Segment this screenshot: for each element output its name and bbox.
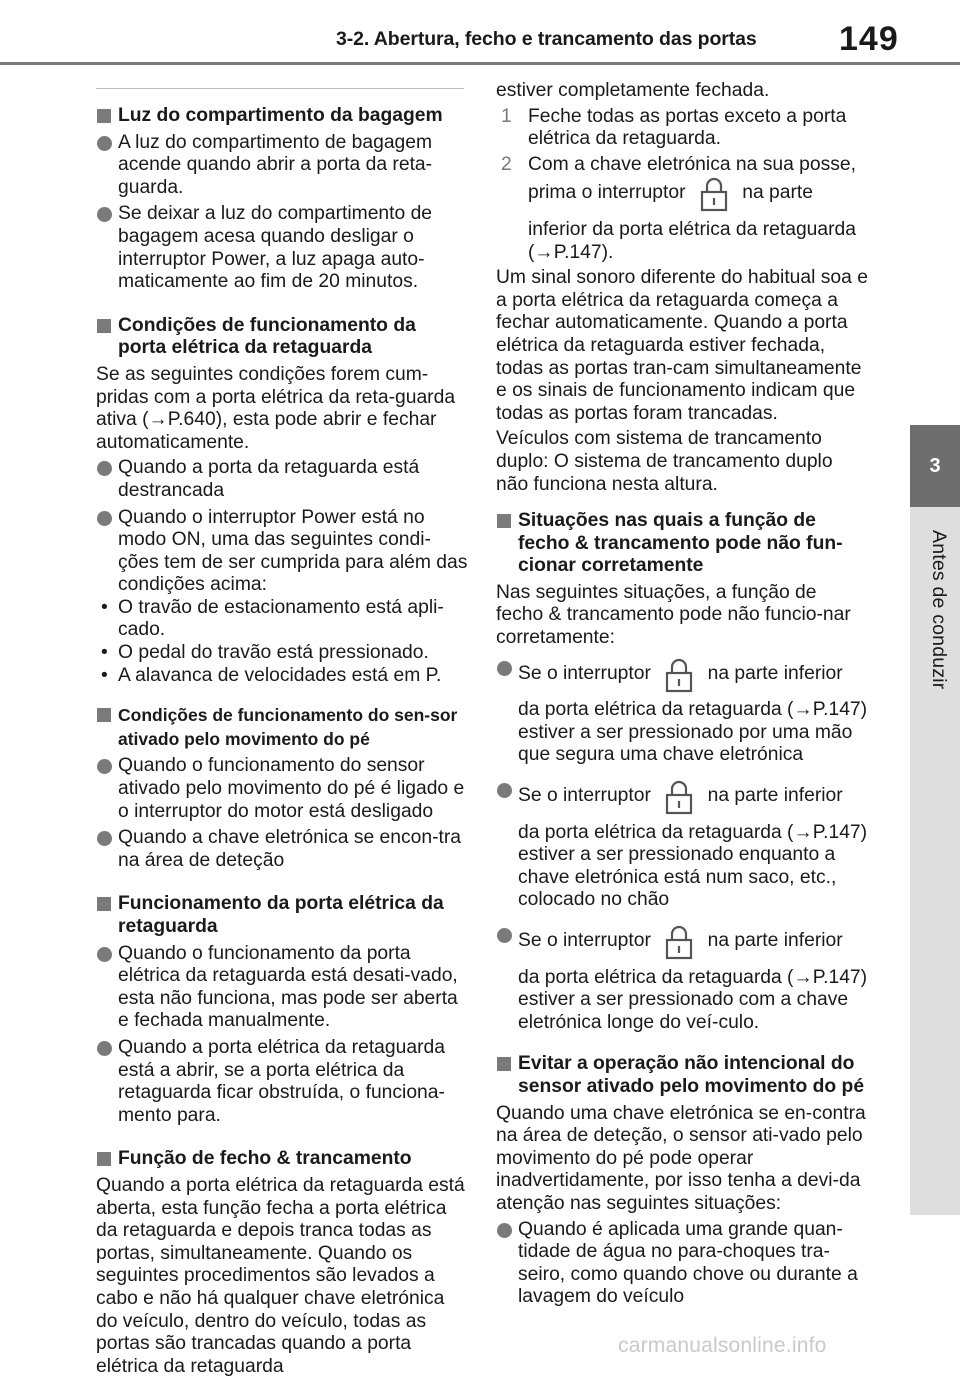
step-number: 2 <box>501 153 512 175</box>
bullet-text: Se o interruptor <box>518 662 651 684</box>
lock-switch-icon <box>664 779 694 822</box>
heading-close-lock-issues: Situações nas quais a função de fecho & trancamento pode não fun-cionar corretamente <box>496 510 868 578</box>
bullet-text: da porta elétrica da retaguarda (→P.147) estiver a ser pressionado por uma mão que segura uma chave eletrónica <box>518 699 868 766</box>
paragraph: Quando a porta elétrica da retaguarda está aberta, esta função fecha a porta elétrica da retaguarda e depois tranca todas as portas, simultaneamente. Quando os seguintes procedimentos são levados a cabo e não há qualquer chave eletrónica do veículo, dentro do veículo, todas as portas são trancadas quando a porta elétrica da retaguarda <box>96 1174 465 1377</box>
bullet-item: Quando o interruptor Power está no modo ON, uma das seguintes condi-ções tem de ser cumprida para além das condições acima: <box>96 507 468 597</box>
step-item <box>496 154 868 264</box>
bullet-item <box>496 779 868 912</box>
bullet-item: Quando é aplicada uma grande quan-tidade de água no para-choques tra-seiro, como quando chove ou durante a lavagem do veículo <box>496 1219 868 1309</box>
bullet-text: da porta elétrica da retaguarda (→P.147) estiver a ser pressionado com a chave eletrónica longe do veí-culo. <box>518 966 868 1033</box>
paragraph: Nas seguintes situações, a função de fecho & trancamento pode não funcio-nar corretamente: <box>496 581 851 649</box>
heading-avoid-unintended-operation: Evitar a operação não intencional do sensor ativado pelo movimento do pé <box>496 1053 868 1098</box>
bullet-item <box>496 924 868 1034</box>
lock-switch-icon <box>664 924 694 967</box>
header-rule <box>0 62 960 65</box>
sub-bullet-item: • O travão de estacionamento está apli-cado. <box>96 597 468 642</box>
chapter-tab <box>910 425 960 507</box>
paragraph: estiver completamente fechada. <box>496 80 770 101</box>
bullet-text: na parte inferior <box>707 662 843 684</box>
step-text: na parte inferior da porta elétrica da retaguarda (→P.147). <box>528 182 856 263</box>
heading-foot-sensor-conditions <box>96 704 468 751</box>
page-number: 149 <box>839 20 899 58</box>
step-text: Com a chave eletrónica na sua posse, prima o interruptor <box>528 153 856 204</box>
bullet-text: da porta elétrica da retaguarda (→P.147) estiver a ser pressionado enquanto a chave eletrónica está num saco, etc., colocado no chão <box>518 821 868 911</box>
step-item <box>496 106 868 151</box>
sub-bullet-item: • O pedal do travão está pressionado. <box>96 642 468 665</box>
left-column <box>96 98 468 1381</box>
bullet-item: Se deixar a luz do compartimento de bagagem acesa quando desligar o interruptor Power, a luz apaga auto-maticamente ao fim de 20 minutos. <box>96 203 468 293</box>
bullet-text: na parte inferior <box>707 785 843 807</box>
bullet-item: A luz do compartimento de bagagem acende quando abrir a porta da reta-guarda. <box>96 132 468 200</box>
sub-bullet-item: • A alavanca de velocidades está em P. <box>96 665 468 688</box>
right-column <box>496 80 868 1313</box>
heading-power-door-operation: Funcionamento da porta elétrica da retaguarda <box>96 893 468 938</box>
chapter-number: 3 <box>929 454 941 477</box>
bullet-item: Quando a porta da retaguarda está destrancada <box>96 457 468 502</box>
bullet-text: Se o interruptor <box>518 785 651 807</box>
paragraph: Se as seguintes condições forem cum-pridas com a porta elétrica da reta-guarda ativa (→P.640), esta pode abrir e fechar automaticamente. <box>96 363 456 453</box>
step-text: Feche todas as portas exceto a porta elétrica da retaguarda. <box>528 105 847 150</box>
paragraph: Veículos com sistema de trancamento duplo: O sistema de trancamento duplo não funciona nesta altura. <box>496 428 833 495</box>
bullet-text: Se o interruptor <box>518 930 651 951</box>
chapter-label: Antes de conduzir <box>928 530 950 690</box>
bullet-text: na parte inferior <box>707 930 843 951</box>
heading-text: Condições de funcionamento do sen-sor ativado pelo movimento do pé <box>118 705 458 749</box>
bullet-item: Quando o funcionamento do sensor ativado pelo movimento do pé é ligado e o interruptor do motor está desligado <box>96 755 468 823</box>
bullet-item: Quando a porta elétrica da retaguarda está a abrir, se a porta elétrica da retaguarda ficar obstruída, o funciona-mento para. <box>96 1037 468 1127</box>
heading-close-lock-function: Função de fecho & trancamento <box>96 1148 468 1171</box>
heading-operating-conditions: Condições de funcionamento da porta elétrica da retaguarda <box>96 315 468 360</box>
column-top-rule <box>96 88 464 89</box>
section-title: 3-2. Abertura, fecho e trancamento das portas <box>336 28 757 50</box>
bullet-item: Quando o funcionamento da porta elétrica da retaguarda está desati-vado, esta não funciona, mas pode ser aberta e fechada manualmente. <box>96 943 468 1033</box>
bullet-item: Quando a chave eletrónica se encon-tra na área de deteção <box>96 827 468 872</box>
paragraph: Quando uma chave eletrónica se en-contra na área de deteção, o sensor ati-vado pelo movimento do pé pode operar inadvertidamente, por isso tenha a devi-da atenção nas seguintes situações: <box>496 1102 866 1214</box>
lock-switch-icon <box>699 176 729 219</box>
step-number: 1 <box>501 105 512 127</box>
watermark: carmanualsonline.info <box>618 1334 827 1357</box>
lock-switch-icon <box>664 657 694 700</box>
bullet-item <box>496 657 868 767</box>
paragraph: Um sinal sonoro diferente do habitual soa e a porta elétrica da retaguarda começa a fechar automaticamente. Quando a porta elétrica da retaguarda estiver fechada, todas as portas tran-cam simultaneamente e os sinais de funcionamento indicam que todas as portas foram trancadas. <box>496 267 868 424</box>
heading-luggage-light: Luz do compartimento da bagagem <box>96 105 468 128</box>
